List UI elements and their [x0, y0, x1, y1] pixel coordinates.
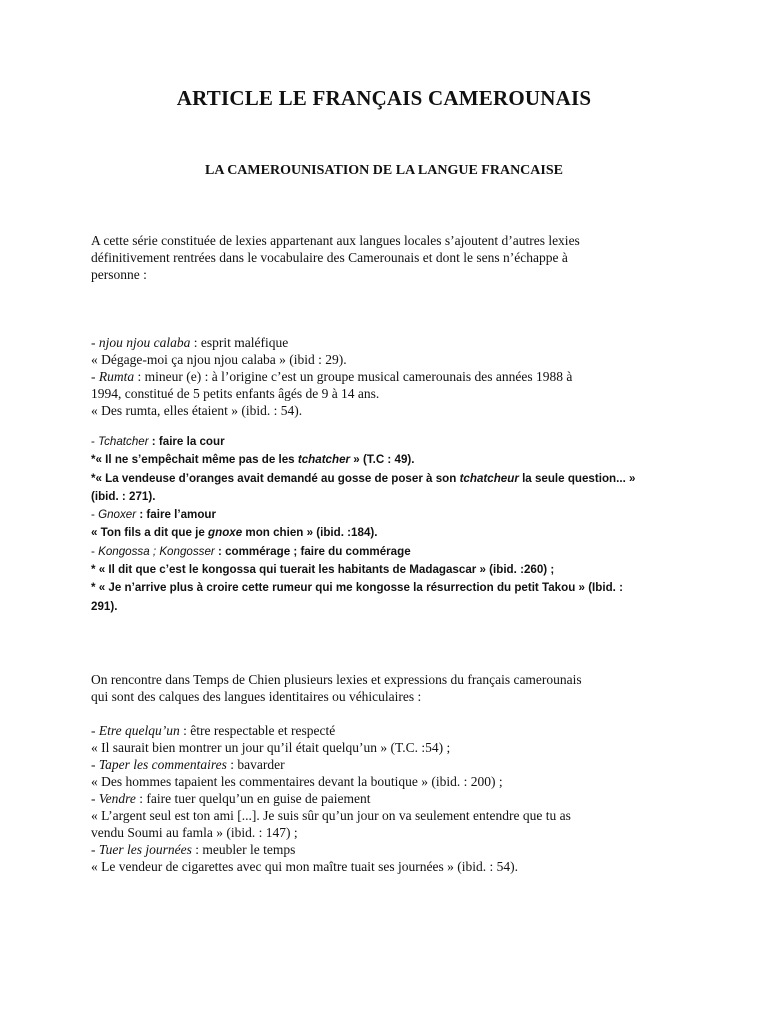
- entry-example: * « Il dit que c’est le kongossa qui tuerait les habitants de Madagascar » (ibid. :260) ;: [91, 563, 555, 577]
- lexicon-group-3: [91, 722, 691, 875]
- text-line: personne :: [91, 267, 147, 282]
- entry-example: « L’argent seul est ton ami [...]. Je suis sûr qu’un jour on va seulement entendre que tu as: [91, 808, 571, 823]
- entry-term: Rumta: [98, 369, 135, 384]
- entry-term: Tchatcher: [98, 435, 149, 448]
- example-term: gnoxe: [208, 526, 243, 540]
- example-text: *« La vendeuse d’oranges avait demandé au gosse de poser à son: [91, 471, 460, 485]
- entry-term: Vendre: [98, 791, 136, 806]
- entry-term: Etre quelqu’un: [98, 723, 180, 738]
- entry-definition-cont: 1994, constitué de 5 petits enfants âgés de 9 à 14 ans.: [91, 386, 380, 401]
- entry-example: « Des rumta, elles étaient » (ibid. : 54).: [91, 403, 303, 418]
- entry-definition: : faire l’amour: [136, 508, 217, 522]
- entry-definition: mineur (e) : à l’origine c’est un groupe musical camerounais des années 1988 à: [141, 369, 573, 384]
- example-text: *« Il ne s’empêchait même pas de les: [91, 453, 298, 467]
- entry-example: « Il saurait bien montrer un jour qu’il était quelqu’un » (T.C. :54) ;: [91, 740, 451, 755]
- section-title: LA CAMEROUNISATION DE LA LANGUE FRANCAISE: [205, 163, 563, 178]
- entry-term: Tuer les journées: [98, 842, 192, 857]
- entry-example: « Dégage-moi ça njou njou calaba » (ibid : 29).: [91, 352, 347, 367]
- entry-etre: - Etre quelqu’un : être respectable et respecté: [91, 723, 336, 738]
- entry-definition: : commérage ; faire du commérage: [214, 544, 411, 558]
- entry-kongossa: - Kongossa ; Kongosser : commérage ; faire du commérage: [91, 544, 411, 558]
- entry-example: [91, 470, 701, 488]
- example-text: mon chien » (ibid. :184).: [242, 526, 378, 540]
- second-paragraph: [91, 671, 691, 705]
- entry-term: njou njou calaba: [98, 335, 191, 350]
- text-line: définitivement rentrées dans le vocabulaire des Camerounais et dont le sens n’échappe à: [91, 250, 568, 265]
- entry-definition: : meubler le temps: [191, 842, 296, 857]
- example-term: tchatcher: [297, 453, 351, 467]
- entry-njou: - njou njou calaba : esprit maléfique: [91, 335, 289, 350]
- entry-term: Taper les commentaires: [98, 757, 227, 772]
- entry-definition: : être respectable et respecté: [179, 723, 336, 738]
- entry-example: « Le vendeur de cigarettes avec qui mon maître tuait ses journées » (ibid. : 54).: [91, 859, 518, 874]
- text-line: On rencontre dans Temps de Chien plusieurs lexies et expressions du français camerounais: [91, 672, 582, 687]
- entry-term: Kongossa ; Kongosser: [98, 544, 215, 558]
- entry-term: Gnoxer: [98, 508, 137, 522]
- entry-definition: : bavarder: [226, 757, 285, 772]
- lexicon-group-1: [91, 334, 691, 419]
- example-text: « Ton fils a dit que je: [91, 526, 209, 540]
- entry-example-cont: vendu Soumi au famla » (ibid. : 147) ;: [91, 825, 298, 840]
- entry-tchatcher: - Tchatcher : faire la cour: [91, 435, 225, 448]
- entry-definition: esprit maléfique: [197, 335, 289, 350]
- entry-example: [91, 524, 701, 542]
- entry-example-cont: 291).: [91, 599, 118, 613]
- entry-rumta: - Rumta : mineur (e) : à l’origine c’est un groupe musical camerounais des années 1988 à: [91, 369, 573, 384]
- entry-gnoxer: - Gnoxer : faire l’amour: [91, 508, 217, 522]
- entry-tuer: - Tuer les journées : meubler le temps: [91, 842, 296, 857]
- entry-vendre: - Vendre : faire tuer quelqu’un en guise de paiement: [91, 791, 371, 806]
- entry-definition: : faire tuer quelqu’un en guise de paiement: [135, 791, 371, 806]
- text-line: qui sont des calques des langues identitaires ou véhiculaires :: [91, 689, 422, 704]
- entry-taper: - Taper les commentaires : bavarder: [91, 757, 285, 772]
- entry-example-cont: (ibid. : 271).: [91, 489, 156, 503]
- entry-example: * « Je n’arrive plus à croire cette rumeur qui me kongosse la résurrection du petit Takou » (Ibid. :: [91, 581, 623, 595]
- entry-definition: : faire la cour: [148, 435, 225, 448]
- entry-example: « Des hommes tapaient les commentaires devant la boutique » (ibid. : 200) ;: [91, 774, 503, 789]
- example-term: tchatcheur: [459, 471, 519, 485]
- entry-example: [91, 451, 701, 469]
- text-line: A cette série constituée de lexies appartenant aux langues locales s’ajoutent d’autres lexies: [91, 233, 580, 248]
- page-title: ARTICLE LE FRANÇAIS CAMEROUNAIS: [176, 86, 592, 110]
- example-text: » (T.C : 49).: [350, 453, 415, 467]
- lexicon-group-2: [91, 433, 701, 616]
- intro-paragraph: [91, 232, 691, 283]
- example-text: la seule question... »: [518, 471, 636, 485]
